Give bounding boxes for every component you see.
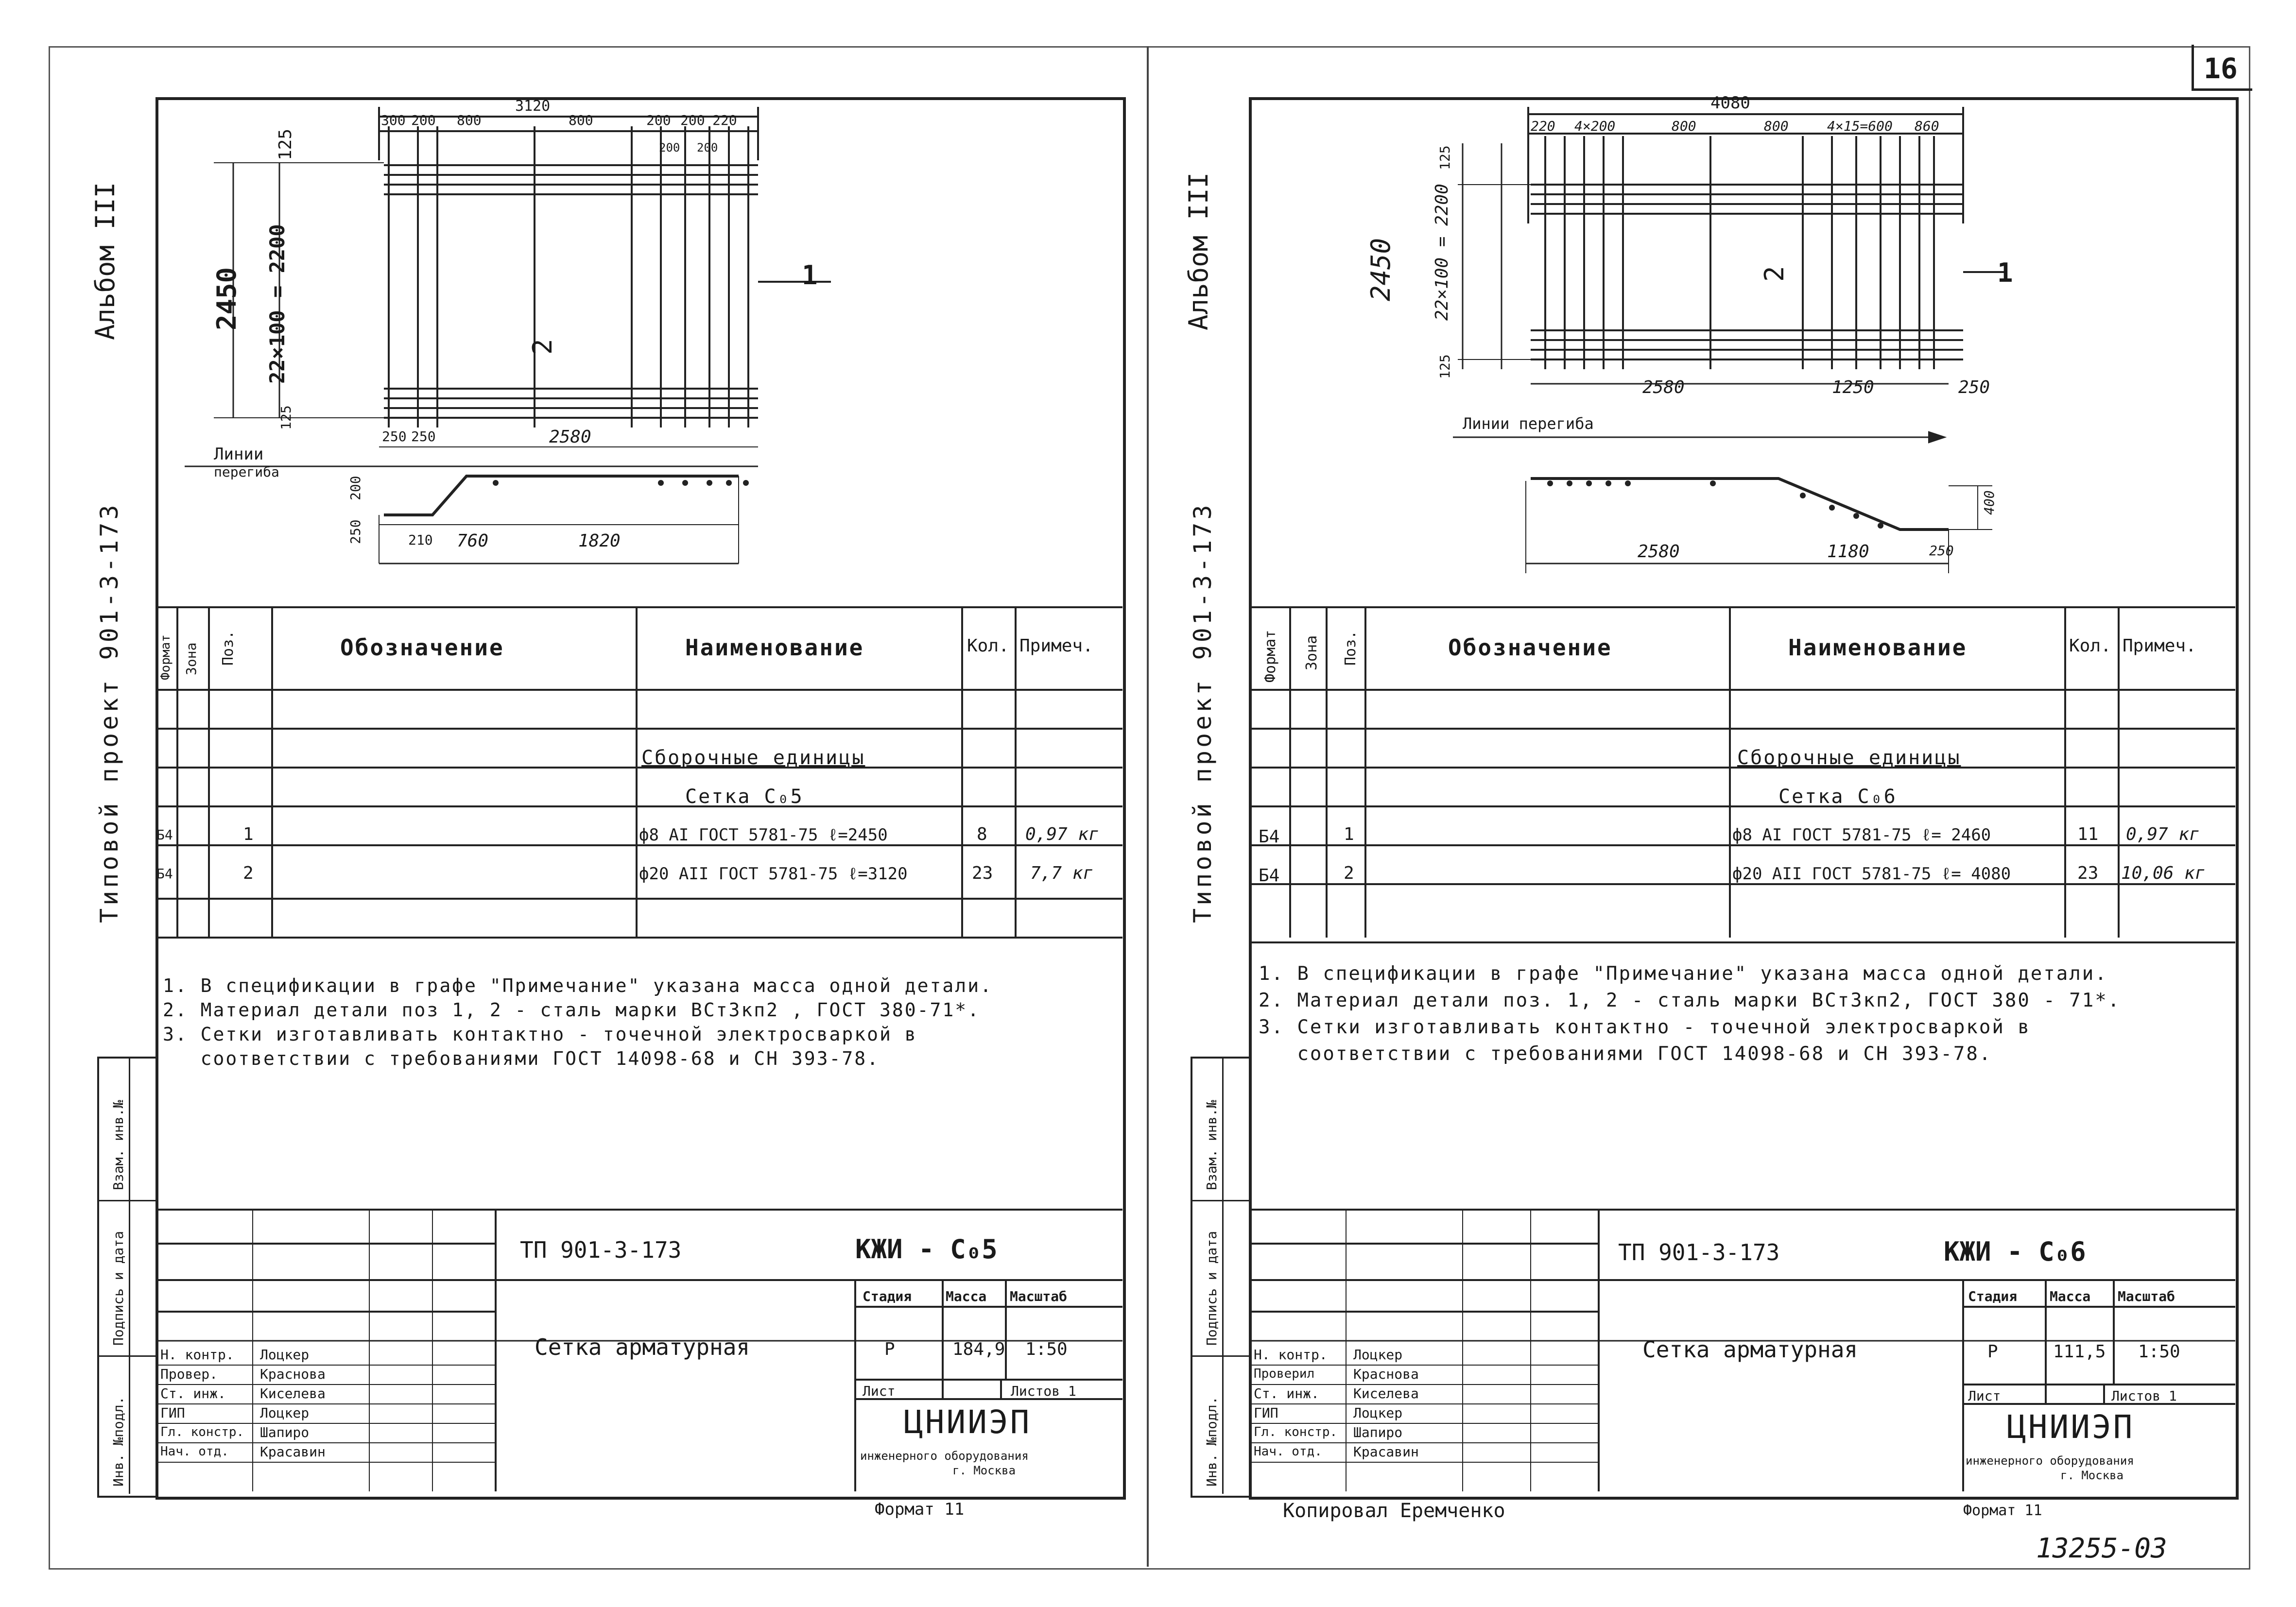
left-pos-2: 2 <box>527 339 558 355</box>
left-stamp-doc: КЖИ - С₀5 <box>855 1234 998 1265</box>
left-signer-name-4: Лоцкер <box>260 1405 310 1421</box>
right-pos-1: 1 <box>1997 257 2013 288</box>
left-dim-total: 3120 <box>515 98 551 115</box>
right-stamp-project: ТП 901-3-173 <box>1618 1239 1780 1265</box>
right-signer-name-2: Краснова <box>1353 1366 1419 1382</box>
right-stamp-sheets-label: Листов 1 <box>2111 1388 2177 1404</box>
left-spec-h-format: Формат <box>158 634 173 680</box>
left-stamp-stage-label: Стадия <box>863 1288 912 1304</box>
right-stamp-mass-label: Масса <box>2050 1288 2091 1304</box>
right-signer-name-3: Киселева <box>1353 1385 1419 1402</box>
right-signer-name-1: Лоцкер <box>1353 1347 1403 1363</box>
left-dim-top-3: 800 <box>569 112 593 128</box>
right-profile-dim-1: 1180 <box>1827 542 1869 562</box>
right-spec-r1-note: 0,97 кг <box>2126 824 2200 844</box>
left-spec-h-qty: Кол. <box>967 636 1009 656</box>
right-project-label: Типовой проект 901-3-173 <box>1189 502 1217 923</box>
right-dim-height-inner: 22×100 = 2200 <box>1432 184 1452 321</box>
right-stamp-org: ЦНИИЭП <box>2007 1408 2135 1446</box>
right-dim-top-4: 4×15=600 <box>1827 118 1893 134</box>
left-spec-r2-pos: 2 <box>243 863 254 883</box>
left-signer-role-2: Провер. <box>160 1366 218 1382</box>
left-spec-r1-format: Б4 <box>156 827 173 843</box>
right-dim-height-bottom: 125 <box>1437 354 1453 379</box>
left-stamp-project: ТП 901-3-173 <box>520 1237 682 1263</box>
left-side-strip-divider <box>129 1057 130 1494</box>
left-profile-dim-2: 1820 <box>578 531 621 551</box>
left-signer-name-5: Шапиро <box>260 1424 310 1440</box>
left-bend-label-2: перегиба <box>214 464 279 480</box>
left-dim-height-top: 125 <box>276 128 295 160</box>
left-dim-top-5: 200 <box>680 112 705 128</box>
left-side-sign: Подпись и дата <box>110 1231 126 1346</box>
left-note-1: 1. В спецификации в графе "Примечание" указана масса одной детали. <box>163 975 993 996</box>
right-spec-group: Сборочные единицы <box>1737 747 1961 769</box>
right-spec-h-qty: Кол. <box>2069 636 2111 656</box>
left-stamp-org-sub: инженерного оборудования <box>860 1449 1029 1463</box>
right-dim-height-total: 2450 <box>1365 238 1396 301</box>
left-spec-h-note: Примеч. <box>1019 636 1093 656</box>
left-dim-top-0: 300 <box>381 112 406 128</box>
left-mesh-drawing <box>155 97 1127 607</box>
right-stamp-stage: Р <box>1987 1342 1998 1362</box>
left-spec-h-zone: Зона <box>183 642 199 675</box>
left-dim-top-2: 800 <box>457 112 482 128</box>
right-stamp-sheet-label: Лист <box>1968 1388 2001 1404</box>
left-stamp-scale-label: Масштаб <box>1010 1288 1068 1304</box>
right-spec-r1-pos: 1 <box>1344 824 1354 844</box>
left-note-4: соответствии с требованиями ГОСТ 14098-68 и СН 393-78. <box>163 1048 880 1069</box>
left-spec-r2-name: ф20 АII ГОСТ 5781-75 ℓ=3120 <box>639 864 908 884</box>
left-album-label: Альбом III <box>90 182 121 340</box>
left-signer-role-6: Нач. отд. <box>160 1444 229 1459</box>
left-stamp-format: Формат 11 <box>875 1500 965 1519</box>
left-stamp-mass: 184,9 <box>952 1339 1005 1359</box>
right-signer-name-6: Красавин <box>1353 1444 1419 1460</box>
right-spec-r1-format: Б4 <box>1259 827 1280 847</box>
left-spec-r1-name: ф8 АI ГОСТ 5781-75 ℓ=2450 <box>639 825 888 845</box>
right-side-strip-h2 <box>1191 1355 1249 1357</box>
right-signer-role-1: Н. контр. <box>1254 1347 1328 1363</box>
right-side-inv: Инв. №подл. <box>1204 1396 1220 1487</box>
left-profile-h2: 250 <box>347 519 363 544</box>
left-note-3: 3. Сетки изготавливать контактно - точечной электросваркой в <box>163 1024 917 1045</box>
right-dim-top-1: 4×200 <box>1574 118 1616 134</box>
right-signer-role-6: Нач. отд. <box>1254 1444 1322 1459</box>
left-side-replace: Взам. инв.№ <box>110 1100 126 1190</box>
right-side-strip-h1 <box>1191 1200 1249 1201</box>
archive-number: 13255-03 <box>2036 1533 2167 1564</box>
left-note-2: 2. Материал детали поз 1, 2 - сталь марки ВСт3кп2 , ГОСТ 380-71*. <box>163 999 981 1021</box>
right-spec-r2-format: Б4 <box>1259 866 1280 886</box>
right-side-strip-divider <box>1222 1057 1224 1494</box>
right-dim-top-3: 800 <box>1764 118 1789 134</box>
right-profile-dim-2: 250 <box>1929 543 1954 559</box>
left-dim-top-4: 200 <box>646 112 671 128</box>
right-signer-name-5: Шапиро <box>1353 1424 1403 1440</box>
left-dim-top-6: 220 <box>712 112 737 128</box>
left-bend-label-1: Линии <box>214 444 264 464</box>
left-signer-role-1: Н. контр. <box>160 1347 234 1363</box>
right-spec-h-format: Формат <box>1262 630 1279 683</box>
left-dim-bottom-0: 250 <box>382 428 407 444</box>
left-dim-height-total: 2450 <box>211 267 242 330</box>
left-side-inv: Инв. №подл. <box>110 1396 126 1487</box>
center-fold <box>1147 46 1149 1567</box>
right-note-4: соответствии с требованиями ГОСТ 14098-68 и СН 393-78. <box>1259 1043 1992 1065</box>
left-stamp-sheets-label: Листов 1 <box>1011 1383 1076 1399</box>
left-spec-r1-qty: 8 <box>977 824 987 844</box>
left-spec-item: Сетка С₀5 <box>685 786 804 808</box>
right-side-sign: Подпись и дата <box>1204 1231 1220 1346</box>
right-spec-r2-pos: 2 <box>1344 863 1354 883</box>
right-spec-h-pos: Поз. <box>1342 630 1359 666</box>
right-stamp-scale: 1:50 <box>2138 1342 2180 1362</box>
left-signer-role-3: Ст. инж. <box>160 1385 226 1402</box>
left-stamp-mass-label: Масса <box>946 1288 987 1304</box>
right-spec-r1-name: ф8 АI ГОСТ 5781-75 ℓ= 2460 <box>1732 825 1991 845</box>
left-spec-h-designation: Обозначение <box>340 634 504 661</box>
left-signer-name-6: Красавин <box>260 1444 326 1460</box>
right-spec-h-name: Наименование <box>1788 634 1968 661</box>
right-dim-bottom-2: 250 <box>1958 377 1990 397</box>
right-dim-top-0: 220 <box>1531 118 1555 134</box>
right-note-3: 3. Сетки изготавливать контактно - точечной электросваркой в <box>1259 1016 2031 1038</box>
right-stamp-title: Сетка арматурная <box>1642 1336 1858 1363</box>
left-spec-h-pos: Поз. <box>220 630 237 666</box>
right-spec-grid <box>1249 607 2235 938</box>
left-profile-h1: 200 <box>347 476 363 500</box>
right-spec-item: Сетка С₀6 <box>1778 786 1897 808</box>
right-signer-name-4: Лоцкер <box>1353 1405 1403 1421</box>
left-spec-r2-qty: 23 <box>972 863 993 883</box>
left-spec-h-name: Наименование <box>685 634 864 661</box>
right-dim-bottom-1: 1250 <box>1832 377 1874 397</box>
right-profile-dim-0: 2580 <box>1638 542 1680 562</box>
right-spec-h-note: Примеч. <box>2123 636 2196 656</box>
right-dim-top-2: 800 <box>1672 118 1696 134</box>
right-side-replace: Взам. инв.№ <box>1204 1100 1220 1190</box>
right-signer-role-2: Проверил <box>1254 1367 1315 1381</box>
left-stamp-sheet-label: Лист <box>863 1383 896 1399</box>
left-dim-sub2: 200 <box>697 141 718 154</box>
right-spec-h-zone: Зона <box>1303 635 1320 670</box>
right-stamp-org-sub: инженерного оборудования <box>1966 1454 2134 1468</box>
left-dim-top-1: 200 <box>411 112 436 128</box>
left-dim-height-inner: 22×100 = 2200 <box>265 224 289 384</box>
right-note-1: 1. В спецификации в графе "Примечание" указана масса одной детали. <box>1259 963 2108 985</box>
right-dim-height-top: 125 <box>1437 145 1453 170</box>
left-side-strip-h1 <box>97 1200 155 1201</box>
right-profile-height: 400 <box>1981 490 1997 515</box>
right-bend-label: Линии перегиба <box>1463 414 1594 433</box>
left-signer-name-1: Лоцкер <box>260 1347 310 1363</box>
left-spec-r1-note: 0,97 кг <box>1025 824 1099 844</box>
right-stamp-org-city: г. Москва <box>2060 1469 2124 1482</box>
left-spec-r2-note: 7,7 кг <box>1030 863 1094 883</box>
right-spec-r2-qty: 23 <box>2077 863 2099 883</box>
left-side-strip <box>97 1057 157 1498</box>
right-side-strip <box>1191 1057 1251 1498</box>
right-spec-h-designation: Обозначение <box>1448 634 1612 661</box>
left-signer-name-2: Краснова <box>260 1366 326 1382</box>
left-stamp-org-city: г. Москва <box>952 1464 1016 1477</box>
right-mesh-drawing <box>1249 93 2230 607</box>
right-stamp-stage-label: Стадия <box>1968 1288 2018 1304</box>
left-signer-name-3: Киселева <box>260 1385 326 1402</box>
left-dim-height-bottom: 125 <box>278 405 294 430</box>
right-spec-r2-note: 10,06 кг <box>2121 863 2206 883</box>
right-pos-2: 2 <box>1759 266 1790 282</box>
right-spec-r2-name: ф20 АII ГОСТ 5781-75 ℓ= 4080 <box>1732 864 2011 884</box>
left-dim-sub: 200 <box>659 141 680 154</box>
right-stamp-doc: КЖИ - С₀6 <box>1944 1236 2086 1267</box>
right-stamp-format: Формат 11 <box>1963 1502 2042 1519</box>
right-note-2: 2. Материал детали поз. 1, 2 - сталь марки ВСт3кп2, ГОСТ 380 - 71*. <box>1259 990 2121 1011</box>
right-dim-top-5: 860 <box>1915 118 1939 134</box>
left-stamp-stage: Р <box>884 1339 895 1359</box>
left-stamp-title: Сетка арматурная <box>535 1334 750 1360</box>
left-dim-bottom-1: 250 <box>411 428 436 444</box>
right-signer-role-3: Ст. инж. <box>1254 1385 1319 1402</box>
left-profile-dim-0: 210 <box>408 532 433 548</box>
right-signer-role-5: Гл. констр. <box>1254 1425 1338 1439</box>
left-stamp-org: ЦНИИЭП <box>904 1403 1032 1441</box>
left-dim-bottom-2: 2580 <box>549 427 591 447</box>
right-dim-total: 4080 <box>1710 93 1750 113</box>
left-stamp-scale: 1:50 <box>1025 1339 1068 1359</box>
left-spec-r2-format: Б4 <box>156 866 173 882</box>
right-signer-role-4: ГИП <box>1254 1405 1278 1421</box>
right-album-label: Альбом III <box>1183 172 1214 330</box>
page-number: 16 <box>2204 52 2238 85</box>
right-stamp-scale-label: Масштаб <box>2118 1288 2175 1304</box>
left-spec-r1-pos: 1 <box>243 824 254 844</box>
left-spec-group: Сборочные единицы <box>641 747 865 769</box>
copy-note: Копировал Еремченко <box>1283 1500 1505 1522</box>
right-dim-bottom-0: 2580 <box>1642 377 1685 397</box>
left-pos-1: 1 <box>802 260 818 291</box>
left-side-strip-h2 <box>97 1355 155 1357</box>
left-signer-role-4: ГИП <box>160 1405 185 1421</box>
right-stamp-mass: 111,5 <box>2053 1342 2106 1362</box>
left-spec-grid <box>155 607 1122 938</box>
left-project-label: Типовой проект 901-3-173 <box>95 502 123 923</box>
left-signer-role-5: Гл. констр. <box>160 1425 244 1439</box>
left-profile-dim-1: 760 <box>457 531 489 551</box>
right-spec-r1-qty: 11 <box>2077 824 2099 844</box>
